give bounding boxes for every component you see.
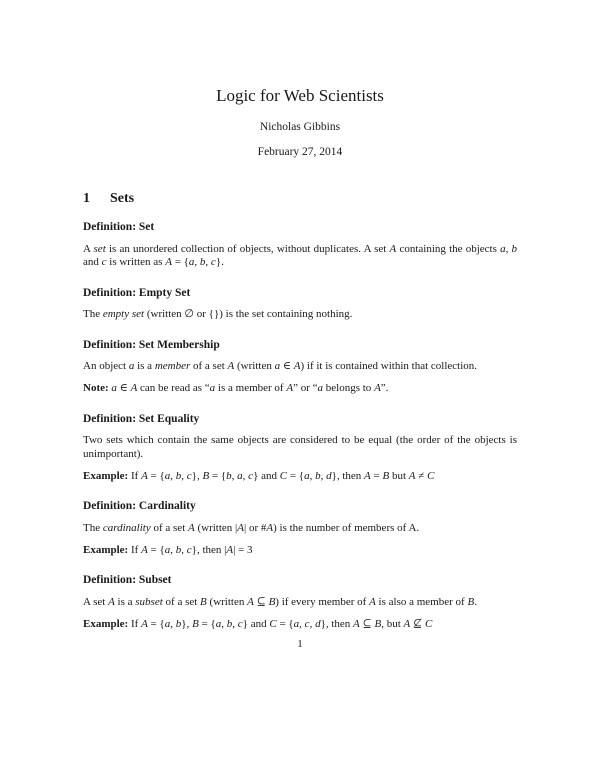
text-segment: | = 3 — [233, 543, 253, 556]
membership-note — [83, 382, 517, 396]
text-segment: A — [247, 595, 254, 608]
text-segment: = { — [198, 617, 216, 630]
text-segment: , — [232, 617, 238, 630]
text-segment: A — [374, 382, 381, 394]
text-segment: c — [248, 469, 254, 482]
text-segment: A — [403, 617, 411, 630]
text-segment: a — [304, 469, 310, 482]
text-segment: b — [175, 543, 182, 556]
text-segment: (written | — [194, 521, 238, 534]
text-segment: A — [226, 543, 234, 556]
text-segment: b — [511, 242, 518, 255]
text-segment: A — [408, 469, 416, 482]
text-segment: a — [164, 469, 171, 482]
text-segment: }, then | — [191, 543, 227, 556]
text-segment: empty set — [102, 308, 145, 320]
text-segment: is a — [114, 595, 136, 608]
text-segment: If — [128, 469, 142, 482]
text-segment: B — [374, 617, 382, 630]
definition-cardinality-heading: Definition: Cardinality — [83, 500, 196, 512]
text-segment: ⊈ — [410, 617, 425, 630]
set-equality-example — [83, 470, 517, 484]
cardinality-example — [83, 544, 517, 558]
definition-empty-set-heading: Definition: Empty Set — [83, 286, 191, 299]
text-segment: C — [424, 617, 433, 630]
text-segment: | or # — [244, 521, 267, 534]
text-segment: a — [111, 382, 117, 394]
text-segment: d — [326, 469, 332, 482]
definition-empty-set-body — [83, 308, 517, 322]
text-segment: a — [317, 382, 324, 394]
text-segment: (written ∅ or {}) is the set containing nothing. — [144, 308, 353, 320]
text-segment: = { — [147, 469, 165, 482]
text-segment: , — [505, 242, 512, 255]
text-segment: The — [83, 521, 103, 534]
text-segment: A — [389, 242, 397, 255]
text-segment: is a — [134, 360, 155, 372]
text-segment: a — [188, 256, 195, 268]
subset-example — [83, 618, 517, 632]
text-segment: b — [175, 469, 182, 482]
text-segment: b — [226, 617, 233, 630]
text-segment: (written — [234, 360, 275, 372]
text-segment: , — [221, 617, 227, 630]
text-segment: = — [370, 469, 383, 482]
section-heading — [83, 190, 517, 207]
text-segment: ⊆ — [253, 595, 269, 608]
text-segment: b — [199, 256, 206, 268]
author: Nicholas Gibbins — [259, 121, 341, 133]
text-segment: B — [382, 469, 390, 482]
text-segment: B — [467, 595, 475, 608]
text-segment: set — [93, 242, 106, 255]
text-segment: d — [315, 617, 321, 630]
text-segment: Example: — [83, 543, 129, 556]
text-segment: Two sets which contain the same objects are considered to be equal (the order of the objects is unimportant). — [83, 434, 517, 460]
text-segment: c — [210, 256, 216, 268]
text-segment: can be read as “ — [137, 382, 210, 394]
text-segment: (written — [206, 595, 248, 608]
text-segment: A — [165, 256, 172, 268]
text-segment: B — [202, 469, 210, 482]
text-segment: is also a member of — [375, 595, 468, 608]
text-segment: , — [170, 469, 176, 482]
text-segment: c — [101, 256, 107, 268]
text-segment: The — [83, 308, 103, 320]
definition-set-equality-body — [83, 434, 517, 461]
definition-set-membership-body — [83, 360, 517, 374]
text-segment: Example: — [83, 617, 129, 630]
text-segment: and — [83, 256, 102, 268]
text-segment: }, — [191, 469, 203, 482]
text-segment: a — [237, 469, 243, 482]
text-segment: C — [269, 617, 277, 630]
text-segment: ∈ — [116, 382, 131, 394]
definition-set-body — [83, 243, 517, 270]
text-segment: of a set — [190, 360, 228, 372]
text-segment: b — [315, 469, 321, 482]
text-segment: a — [293, 617, 300, 630]
definition-set-equality-heading: Definition: Set Equality — [83, 412, 200, 425]
text-segment: a — [128, 360, 135, 372]
definition-cardinality-body — [83, 522, 517, 536]
text-segment: ” or “ — [293, 382, 318, 394]
text-segment: C — [279, 469, 288, 482]
document-body — [83, 220, 517, 631]
text-segment: of a set — [162, 595, 201, 608]
text-segment: cardinality — [102, 521, 151, 534]
text-segment: }, — [181, 617, 193, 630]
text-segment: }, then — [320, 617, 354, 630]
text-segment: A — [130, 382, 138, 394]
text-segment: c — [304, 617, 310, 630]
text-segment: b — [175, 617, 182, 630]
text-segment: , — [320, 469, 327, 482]
text-segment: } and — [253, 469, 280, 482]
definition-subset-body — [83, 596, 517, 610]
text-segment: but — [389, 469, 409, 482]
text-segment: , — [170, 617, 176, 630]
text-segment: A — [266, 521, 274, 534]
text-segment: , — [194, 256, 200, 268]
text-segment: A set — [83, 595, 109, 608]
definition-set-membership-heading: Definition: Set Membership — [83, 338, 220, 351]
text-segment: , — [170, 543, 176, 556]
text-segment: A — [83, 242, 94, 255]
text-segment: . — [474, 595, 477, 608]
page-title: Logic for Web Scientists — [216, 86, 384, 105]
text-segment: Example: — [83, 469, 129, 482]
text-segment: a — [164, 543, 171, 556]
section-number: 1 — [83, 191, 90, 206]
text-segment: c — [186, 543, 192, 556]
text-segment: ) is the number of members of A. — [273, 521, 420, 534]
text-segment: is an unordered collection of objects, without duplicates. A set — [105, 242, 390, 255]
text-segment: , but — [381, 617, 404, 630]
text-segment: = { — [171, 256, 189, 268]
text-segment: c — [237, 617, 243, 630]
text-segment: ”. — [380, 382, 389, 394]
text-segment: belongs to — [323, 382, 375, 394]
text-segment: A — [227, 360, 235, 372]
text-segment: containing the objects — [396, 242, 501, 255]
text-segment: ≠ — [415, 469, 428, 482]
text-segment: A — [286, 382, 294, 394]
text-segment: = { — [147, 617, 165, 630]
text-segment: is a member of — [215, 382, 287, 394]
text-segment: } and — [242, 617, 270, 630]
text-segment: , — [231, 469, 238, 482]
text-segment: is written as — [106, 256, 166, 268]
text-segment: C — [427, 469, 435, 482]
text-segment: , — [309, 469, 316, 482]
definition-subset-heading: Definition: Subset — [83, 574, 172, 586]
text-segment: , — [299, 617, 305, 630]
text-segment: A — [293, 360, 301, 372]
text-segment: c — [186, 469, 192, 482]
text-segment: = { — [276, 617, 294, 630]
text-segment: A — [364, 469, 371, 482]
text-segment: , — [181, 469, 187, 482]
text-segment: = { — [147, 543, 165, 556]
text-segment: a — [274, 360, 281, 372]
text-segment: A — [188, 521, 195, 534]
text-segment: If — [128, 617, 142, 630]
text-segment: = { — [287, 469, 305, 482]
text-segment: A — [141, 543, 148, 556]
text-segment: A — [141, 469, 148, 482]
page-number: 1 — [297, 638, 303, 650]
text-segment: ⊆ — [359, 617, 375, 630]
text-segment: A — [237, 521, 244, 534]
text-segment: ) if it is contained within that collection. — [300, 360, 478, 372]
definition-set-heading: Definition: Set — [83, 221, 155, 233]
text-segment: A — [108, 595, 115, 608]
text-segment: A — [353, 617, 360, 630]
text-segment: a — [500, 242, 506, 255]
text-segment: member — [154, 360, 191, 372]
text-segment: ∈ — [280, 360, 294, 372]
title-block — [83, 86, 517, 159]
text-segment: B — [268, 595, 276, 608]
text-segment: A — [369, 595, 376, 608]
text-segment: of a set — [150, 521, 188, 534]
text-segment: }. — [215, 256, 224, 268]
text-segment: If — [128, 543, 142, 556]
text-segment: a — [209, 382, 216, 394]
text-segment: Note: — [83, 382, 109, 394]
text-segment: a — [164, 617, 171, 630]
date: February 27, 2014 — [257, 145, 343, 158]
text-segment: subset — [135, 595, 163, 608]
section-title: Sets — [110, 191, 135, 206]
text-segment: a — [215, 617, 222, 630]
text-segment: = { — [209, 469, 227, 482]
text-segment: , — [242, 469, 249, 482]
text-segment: An object — [83, 360, 129, 372]
text-segment: B — [200, 595, 207, 608]
text-segment: , — [205, 256, 211, 268]
text-segment: b — [226, 469, 232, 482]
text-segment: }, then — [331, 469, 365, 482]
text-segment: , — [309, 617, 316, 630]
text-segment: , — [181, 543, 187, 556]
text-segment: A — [141, 617, 148, 630]
text-segment: ) if every member of — [275, 595, 370, 608]
text-segment: B — [192, 617, 199, 630]
